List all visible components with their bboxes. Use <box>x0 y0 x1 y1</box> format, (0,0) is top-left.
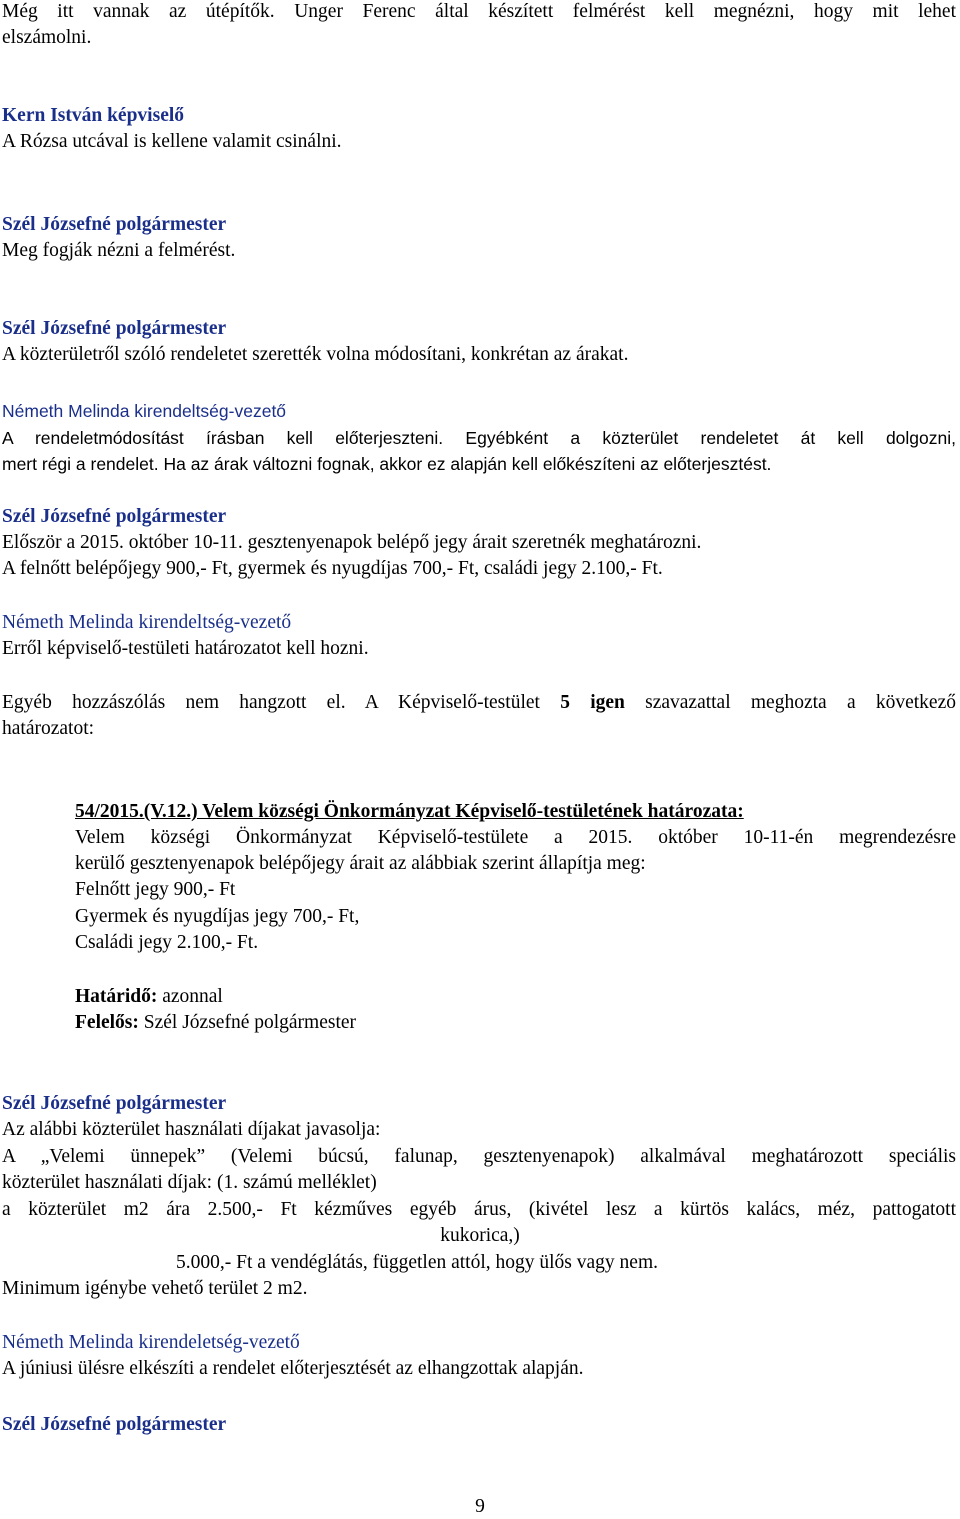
speech-text: Meg fogják nézni a felmérést. <box>2 240 236 261</box>
speech-text: A Rózsa utcával is kellene valamit csinálni. <box>2 131 342 152</box>
speech-text: kukorica,) <box>440 1225 520 1246</box>
speech-text: A júniusi ülésre elkészíti a rendelet előterjesztését az elhangzottak alapján. <box>2 1358 584 1379</box>
resolution-text: Családi jegy 2.100,- Ft. <box>75 932 259 953</box>
speech-text: a közterület m2 ára 2.500,- Ft kézműves egyéb árus, (kivétel lesz a kürtös kalács, méz, pattogatott <box>2 1199 956 1220</box>
speaker-name: Szél Józsefné polgármester <box>2 318 227 339</box>
speech-text: Minimum igénybe vehető terület 2 m2. <box>2 1278 308 1299</box>
resolution-text: Gyermek és nyugdíjas jegy 700,- Ft, <box>75 906 360 927</box>
resolution-title: 54/2015.(V.12.) Velem községi Önkormányzat Képviselő-testületének határozata: <box>75 801 744 822</box>
speaker-name: Kern István képviselő <box>2 105 185 126</box>
speech-text: A közterületről szóló rendeletet szerették volna módosítani, konkrétan az árakat. <box>2 344 629 365</box>
speech-text: 5.000,- Ft a vendéglátás, független attól, hogy ülős vagy nem. <box>176 1252 658 1273</box>
vote-line: Egyéb hozzászólás nem hangzott el. A Képviselő-testület 5 igen szavazattal meghozta a következő <box>2 692 956 713</box>
speech-text: Az alábbi közterület használati díjakat javasolja: <box>2 1119 381 1140</box>
page-number: 9 <box>475 1496 485 1517</box>
speech-text: közterület használati díjak: (1. számú melléklet) <box>2 1172 377 1193</box>
paragraph-line: elszámolni. <box>2 27 92 48</box>
resolution-deadline: Határidő: azonnal <box>75 986 223 1007</box>
speech-text: Először a 2015. október 10-11. gesztenyenapok belépő jegy árait szeretnék meghatározni. <box>2 532 702 553</box>
speaker-name: Németh Melinda kirendeletség-vezető <box>2 1332 300 1353</box>
speech-text: A rendeletmódosítást írásban kell előterjeszteni. Egyébként a közterület rendeletet át kell dolgozni, <box>2 428 956 448</box>
speaker-name: Szél Józsefné polgármester <box>2 506 227 527</box>
speech-text: A „Velemi ünnepek” (Velemi búcsú, falunap, gesztenyenapok) alkalmával meghatározott speciális <box>2 1146 956 1167</box>
resolution-text: Velem községi Önkormányzat Képviselő-testülete a 2015. október 10-11-én megrendezésre <box>75 827 956 848</box>
speech-text: Erről képviselő-testületi határozatot kell hozni. <box>2 638 369 659</box>
resolution-responsible: Felelős: Szél Józsefné polgármester <box>75 1012 357 1033</box>
speaker-name: Szél Józsefné polgármester <box>2 1414 227 1435</box>
speaker-name: Szél Józsefné polgármester <box>2 214 227 235</box>
speech-text: mert régi a rendelet. Ha az árak változni fognak, akkor ez alapján kell előkészíteni az előterjesztést. <box>2 454 772 474</box>
speech-text: A felnőtt belépőjegy 900,- Ft, gyermek és nyugdíjas 700,- Ft, családi jegy 2.100,- Ft. <box>2 558 663 579</box>
paragraph-line: Még itt vannak az útépítők. Unger Ferenc által készített felmérést kell megnézni, hogy mit lehet <box>2 1 956 22</box>
vote-line: határozatot: <box>2 718 95 739</box>
resolution-text: Felnőtt jegy 900,- Ft <box>75 879 236 900</box>
speaker-name: Németh Melinda kirendeltség-vezető <box>2 401 287 421</box>
vote-count: 5 igen <box>560 692 625 713</box>
speaker-name: Németh Melinda kirendeltség-vezető <box>2 612 292 633</box>
resolution-text: kerülő gesztenyenapok belépőjegy árait az alábbiak szerint állapítja meg: <box>75 853 646 874</box>
speaker-name: Szél Józsefné polgármester <box>2 1093 227 1114</box>
